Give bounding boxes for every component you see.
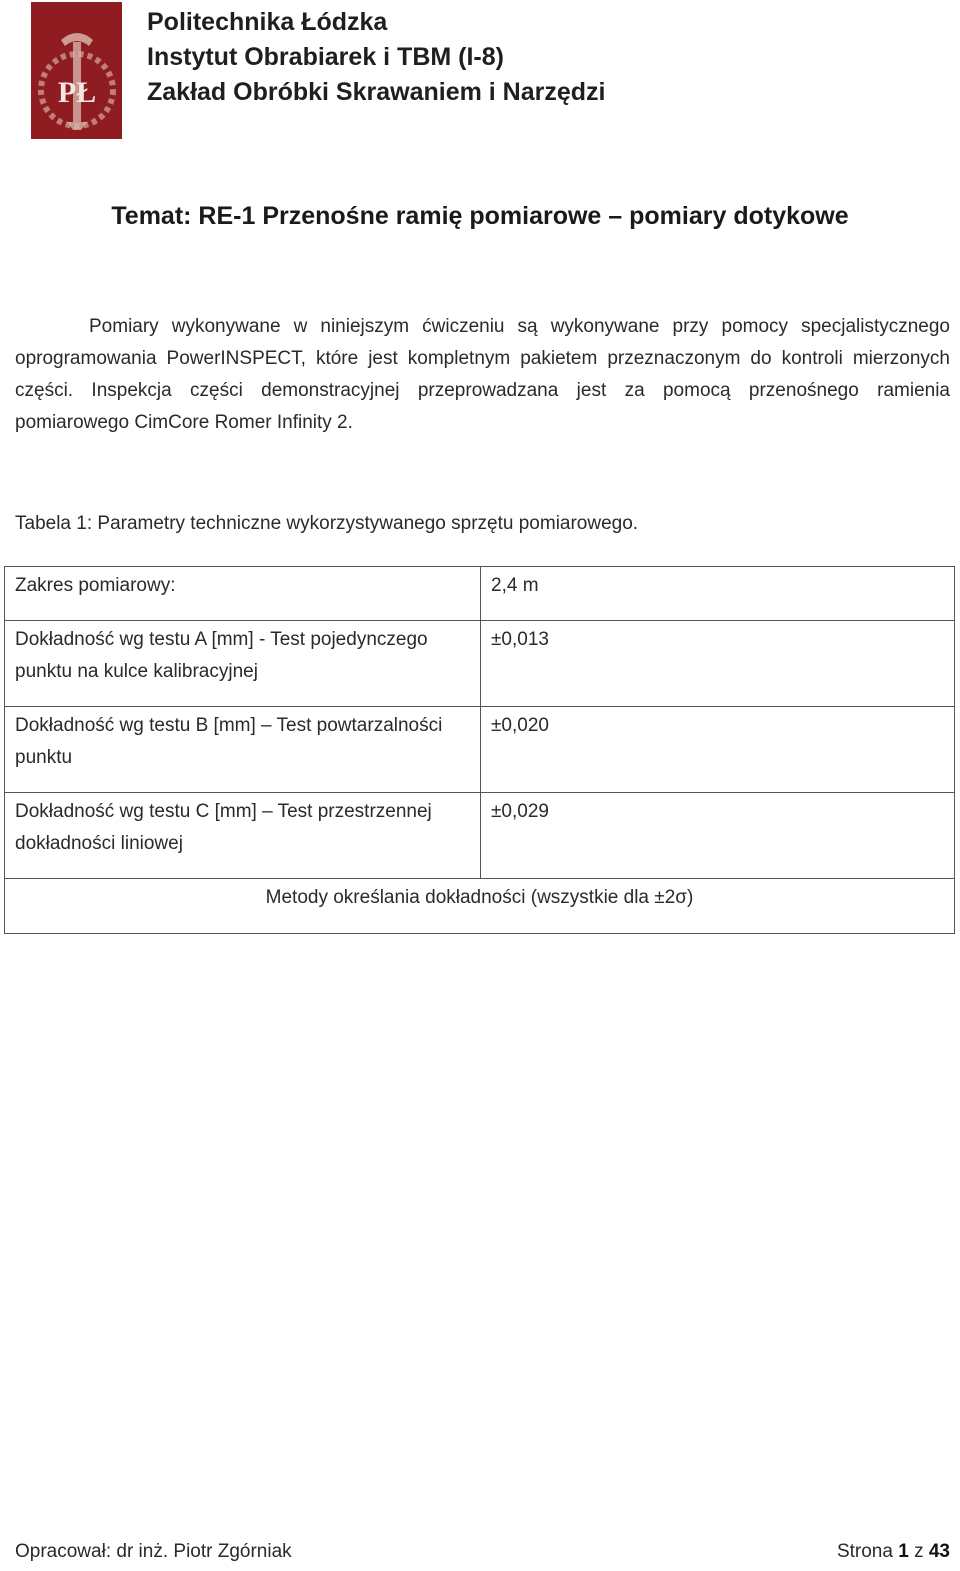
table-caption: Tabela 1: Parametry techniczne wykorzystywanego sprzętu pomiarowego.	[15, 513, 639, 534]
university-name: Politechnika Łódzka	[147, 8, 388, 36]
institution-header	[147, 5, 605, 110]
table-footer-row	[5, 879, 955, 934]
page-total: 43	[928, 1541, 950, 1562]
document-title: Temat: RE-1 Przenośne ramię pomiarowe – pomiary dotykowe	[111, 202, 849, 230]
page-label: Strona	[836, 1541, 893, 1562]
param-cell: Dokładność wg testu C [mm] – Test przestrzennej dokładności liniowej	[5, 793, 481, 879]
department-name: Zakład Obróbki Skrawaniem i Narzędzi	[147, 78, 606, 106]
value-cell: ±0,029	[481, 793, 955, 879]
table-row	[5, 621, 955, 707]
university-logo	[31, 2, 122, 139]
logo-emblem-icon	[31, 2, 122, 139]
param-cell: Dokładność wg testu A [mm] - Test pojedynczego punktu na kulce kalibracyjnej	[5, 621, 481, 707]
methods-note: Metody określania dokładności (wszystkie dla ±2σ)	[5, 879, 955, 934]
specs-table	[4, 566, 955, 934]
param-cell: Zakres pomiarowy:	[5, 567, 481, 621]
value-cell: ±0,020	[481, 707, 955, 793]
value-cell: 2,4 m	[481, 567, 955, 621]
page-number	[837, 1541, 950, 1563]
table-row	[5, 567, 955, 621]
value-cell: ±0,013	[481, 621, 955, 707]
logo-text: PŁ	[57, 76, 97, 109]
author-footer: Opracował: dr inż. Piotr Zgórniak	[15, 1541, 292, 1562]
page-current: 1	[898, 1541, 909, 1562]
intro-paragraph: Pomiary wykonywane w niniejszym ćwiczeniu są wykonywane przy pomocy specjalistycznego oprogramowania PowerINSPECT, które jest kompletnym pakietem przeznaczonym do kontroli mierzonych części. Inspekcja części demonstracyjnej przeprowadzana jest za pomocą przenośnego ramienia pomiarowego CimCore Romer Infinity 2.	[15, 316, 950, 433]
table-row	[5, 707, 955, 793]
page-separator: z	[914, 1541, 924, 1562]
table-row	[5, 793, 955, 879]
institute-name: Instytut Obrabiarek i TBM (I-8)	[147, 43, 504, 71]
param-cell: Dokładność wg testu B [mm] – Test powtarzalności punktu	[5, 707, 481, 793]
